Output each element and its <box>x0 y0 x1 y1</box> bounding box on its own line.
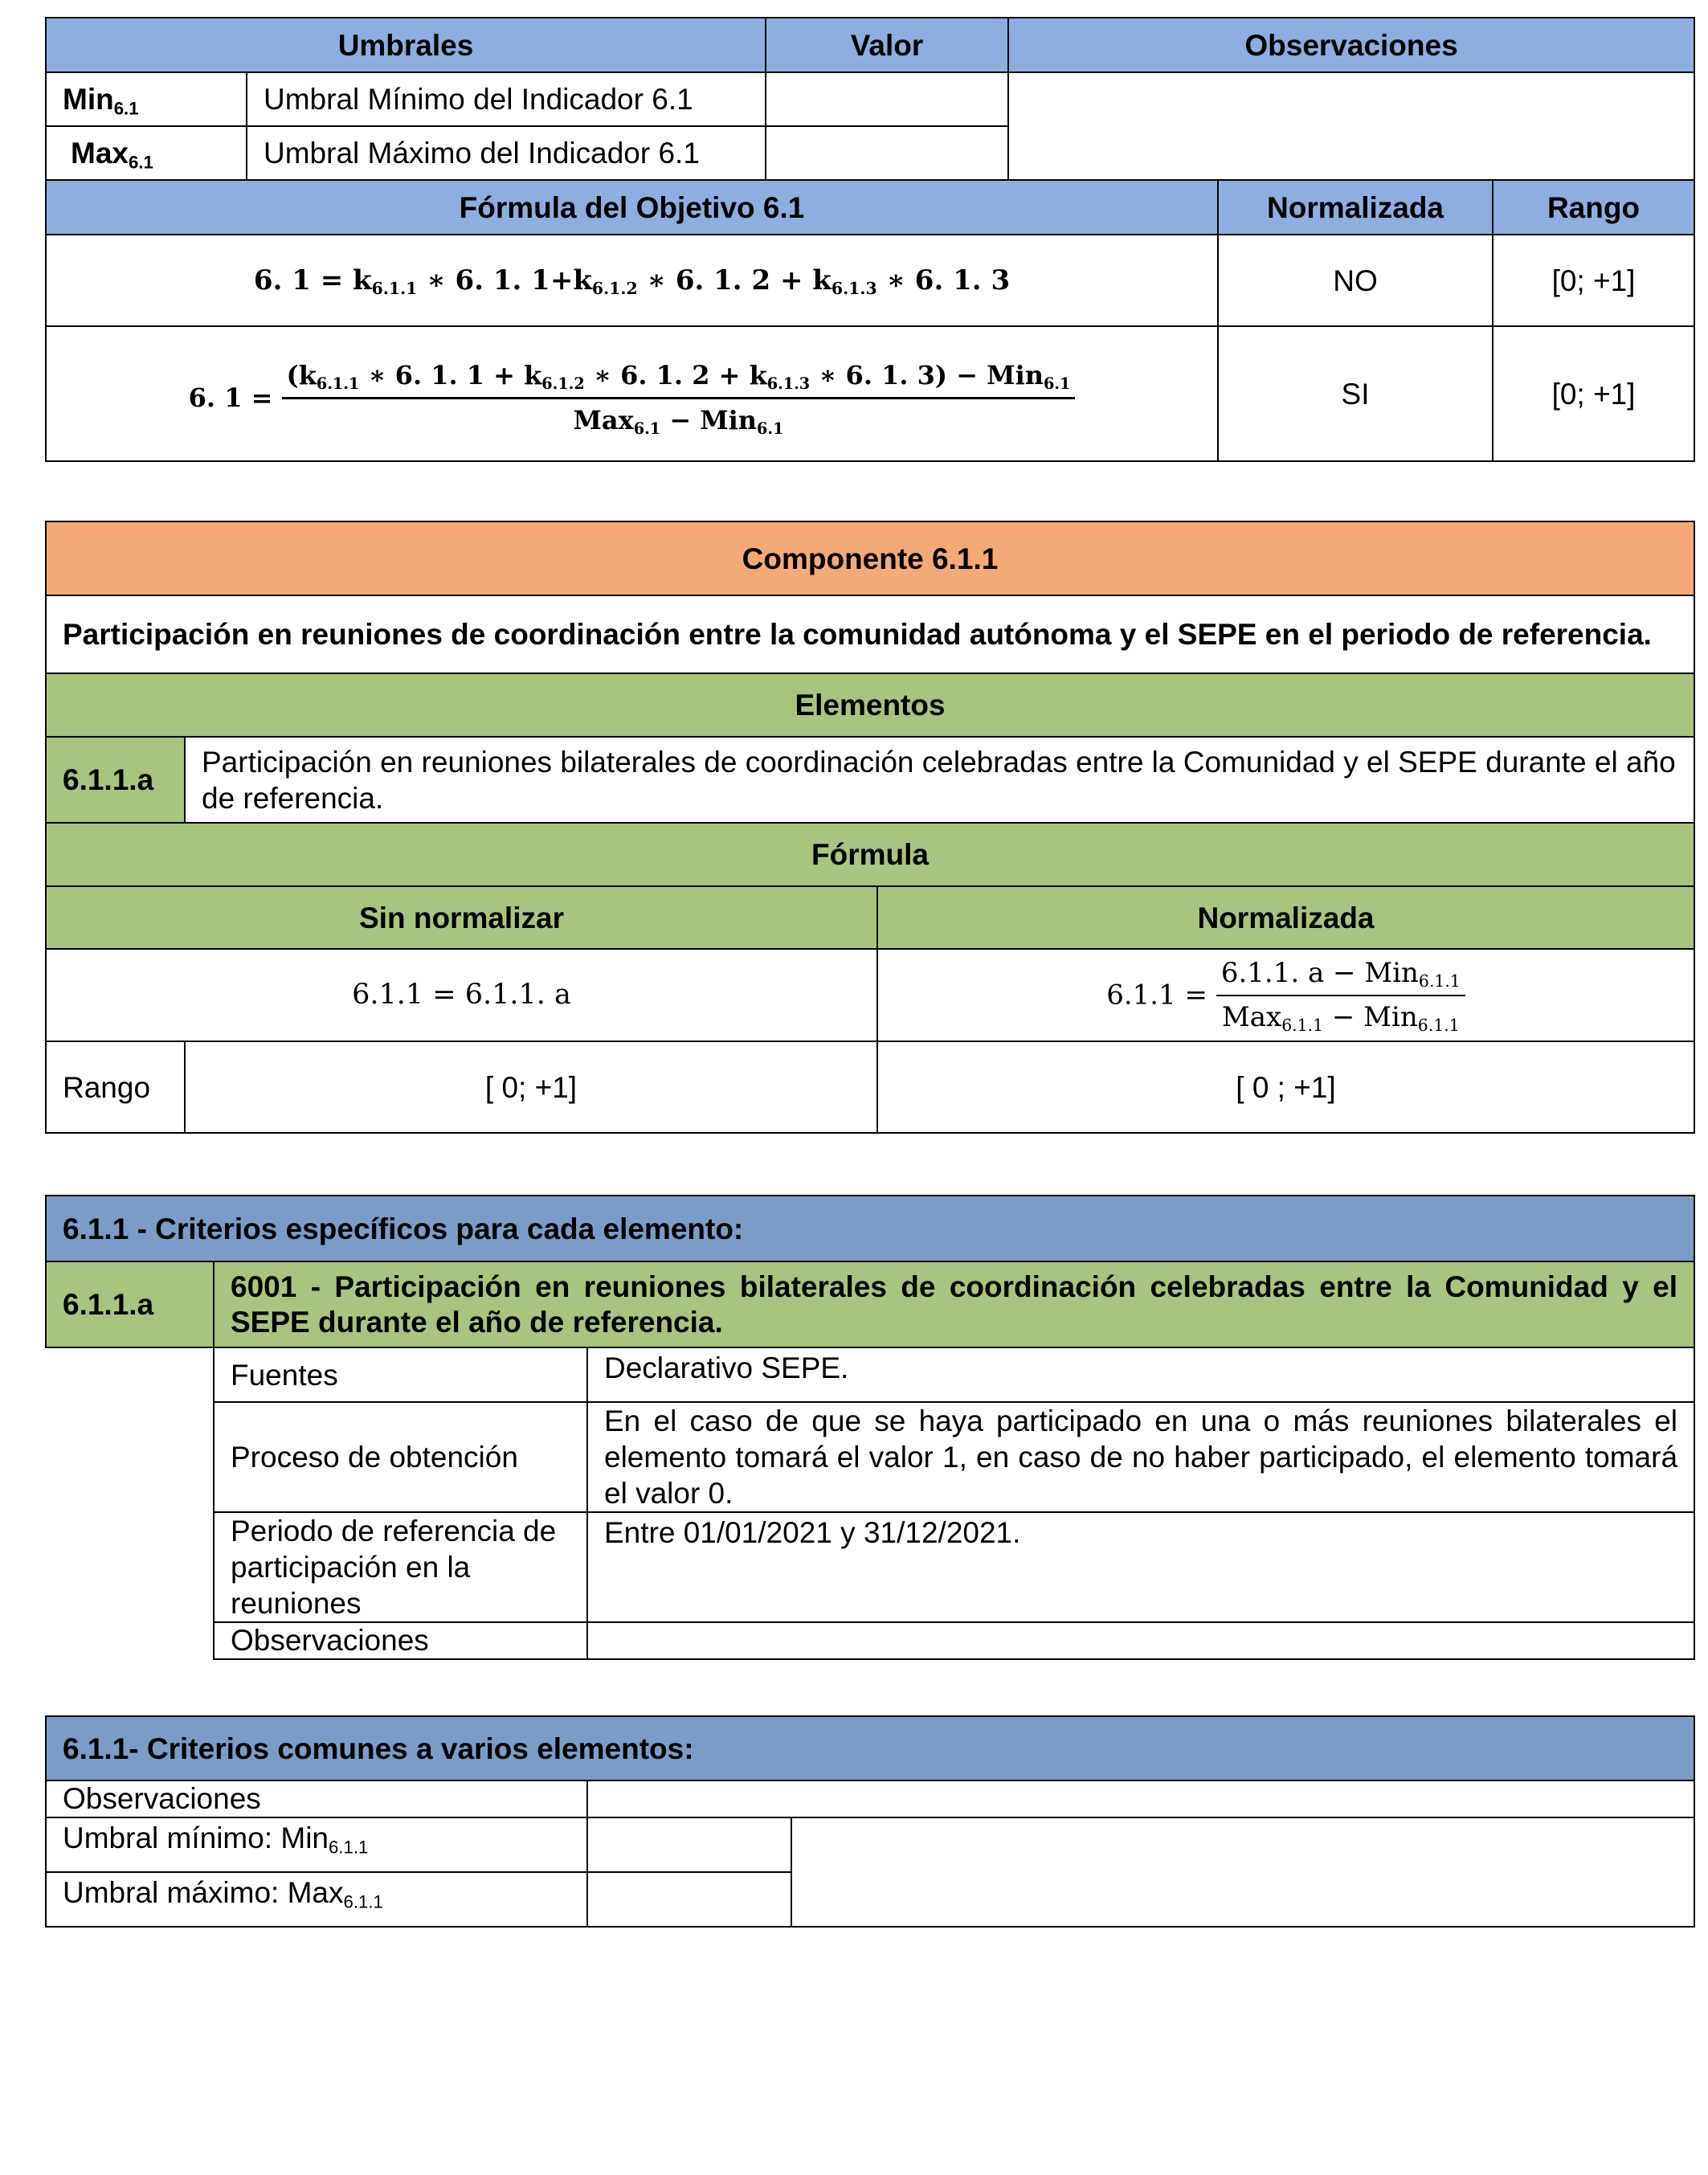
criteria-label-fuentes: Fuentes <box>214 1347 587 1402</box>
min-threshold-label: Min$_{6.1}$ <box>46 72 247 126</box>
sin-normalizar-header: Sin normalizar <box>46 886 877 949</box>
objective-formula-unnormalized: 6. $1 = k_{6.1.1}$ ∗ 6. 1. $1+k_{6.1.2}$ ∗ 6. 1. $2 + k_{6.1.3}$ ∗ 6. 1. 3 <box>46 235 1218 326</box>
objective-fraction: ($k_{6.1.1}$ ∗ 6. 1. $1 + k_{6.1.2}$ ∗ 6. 1. $2 + k_{6.1.3}$ ∗ 6. 1. 3) − Min$_{6.1}$ Max$_{6.1}$ − Min$_{6.1}$ <box>282 358 1076 439</box>
component-table <box>45 521 1695 1134</box>
criteria-value-proceso: En el caso de que se haya participado en una o más reuniones bilaterales el elemento tomará el valor 1, en caso de no haber participado, el elemento tomará el valor 0. <box>587 1402 1694 1512</box>
rango-header: Rango <box>1493 180 1694 235</box>
formula2-normalized-flag: SI <box>1218 326 1493 461</box>
element-description: Participación en reuniones bilaterales de coordinación celebradas entre la Comunidad y el SEPE durante el año de referencia. <box>185 737 1694 823</box>
umbrales-header: Umbrales <box>46 18 766 72</box>
common-criteria-header: 6.1.1- Criterios comunes a varios elementos: <box>46 1716 1694 1780</box>
formula-objetivo-header: Fórmula del Objetivo 6.1 <box>46 180 1218 235</box>
criteria-value-periodo: Entre 01/01/2021 y 31/12/2021. <box>587 1512 1694 1622</box>
rango-label: Rango <box>46 1041 185 1133</box>
thresholds-observations[interactable] <box>1008 72 1694 180</box>
max-threshold-label: Max$_{6.1}$ <box>46 126 247 180</box>
objective-thresholds-table <box>45 17 1695 462</box>
criteria-label-proceso: Proceso de obtención <box>214 1402 587 1512</box>
formula-header: Fórmula <box>46 823 1694 886</box>
criteria-label-periodo: Periodo de referencia de participación en la reuniones <box>214 1512 587 1622</box>
specific-criteria-table <box>45 1195 1695 1660</box>
element-code: 6.1.1.a <box>46 737 185 823</box>
criteria-element-title: 6001 - Participación en reuniones bilaterales de coordinación celebradas entre la Comunidad y el SEPE durante el año de referencia. <box>214 1261 1694 1347</box>
common-criteria-table <box>45 1715 1695 1928</box>
criteria-label-observaciones: Observaciones <box>214 1622 587 1659</box>
rango-normalized: [ 0 ; +1] <box>877 1041 1694 1133</box>
formula1-range: [0; +1] <box>1493 235 1694 326</box>
observaciones-header: Observaciones <box>1008 18 1694 72</box>
rango-unnormalized: [ 0; +1] <box>185 1041 877 1133</box>
formula-unnormalized: 6.1.1 = 6.1.1. a <box>46 949 877 1041</box>
component-fraction: $\frac{6.1.1. a - Min_{6.1.1}}{Max_{6.1.1} - Min_{6.1.1}}$ <box>1216 955 1465 1036</box>
criteria-element-code: 6.1.1.a <box>46 1261 214 1347</box>
common-min-threshold-label: Umbral mínimo: Min$_{6.1.1}$ <box>46 1817 587 1872</box>
criteria-value-observaciones[interactable] <box>587 1622 1694 1659</box>
common-observaciones-label: Observaciones <box>46 1780 587 1817</box>
component-description: Participación en reuniones de coordinación entre la comunidad autónoma y el SEPE en el periodo de referencia. <box>46 595 1694 673</box>
normalizada-header: Normalizada <box>1218 180 1493 235</box>
formula1-normalized-flag: NO <box>1218 235 1493 326</box>
common-threshold-notes[interactable] <box>791 1817 1694 1927</box>
common-min-threshold-value[interactable] <box>587 1817 791 1872</box>
objective-formula-normalized: 6. 1 = ($k_{6.1.1}$ ∗ 6. 1. $1 + k_{6.1.2}$ ∗ 6. 1. $2 + k_{6.1.3}$ ∗ 6. 1. 3) − Min$_{6.1}$ Max$_{6.1}$ − Min$_{6.1}$ <box>46 326 1218 461</box>
common-max-threshold-label: Umbral máximo: Max$_{6.1.1}$ <box>46 1872 587 1927</box>
formula-normalized: 6.1.1 = $\frac{6.1.1. a - Min_{6.1.1}}{Max_{6.1.1} - Min_{6.1.1}}$ <box>877 949 1694 1041</box>
common-observaciones-value[interactable] <box>587 1780 1694 1817</box>
component-title: Componente 6.1.1 <box>46 521 1694 595</box>
max-threshold-description: Umbral Máximo del Indicador 6.1 <box>247 126 766 180</box>
min-threshold-value[interactable] <box>766 72 1008 126</box>
formula2-range: [0; +1] <box>1493 326 1694 461</box>
criteria-value-fuentes: Declarativo SEPE. <box>587 1347 1694 1402</box>
specific-criteria-header: 6.1.1 - Criterios específicos para cada elemento: <box>46 1196 1694 1261</box>
elementos-header: Elementos <box>46 673 1694 737</box>
normalizada-header: Normalizada <box>877 886 1694 949</box>
valor-header: Valor <box>766 18 1008 72</box>
common-max-threshold-value[interactable] <box>587 1872 791 1927</box>
min-threshold-description: Umbral Mínimo del Indicador 6.1 <box>247 72 766 126</box>
max-threshold-value[interactable] <box>766 126 1008 180</box>
